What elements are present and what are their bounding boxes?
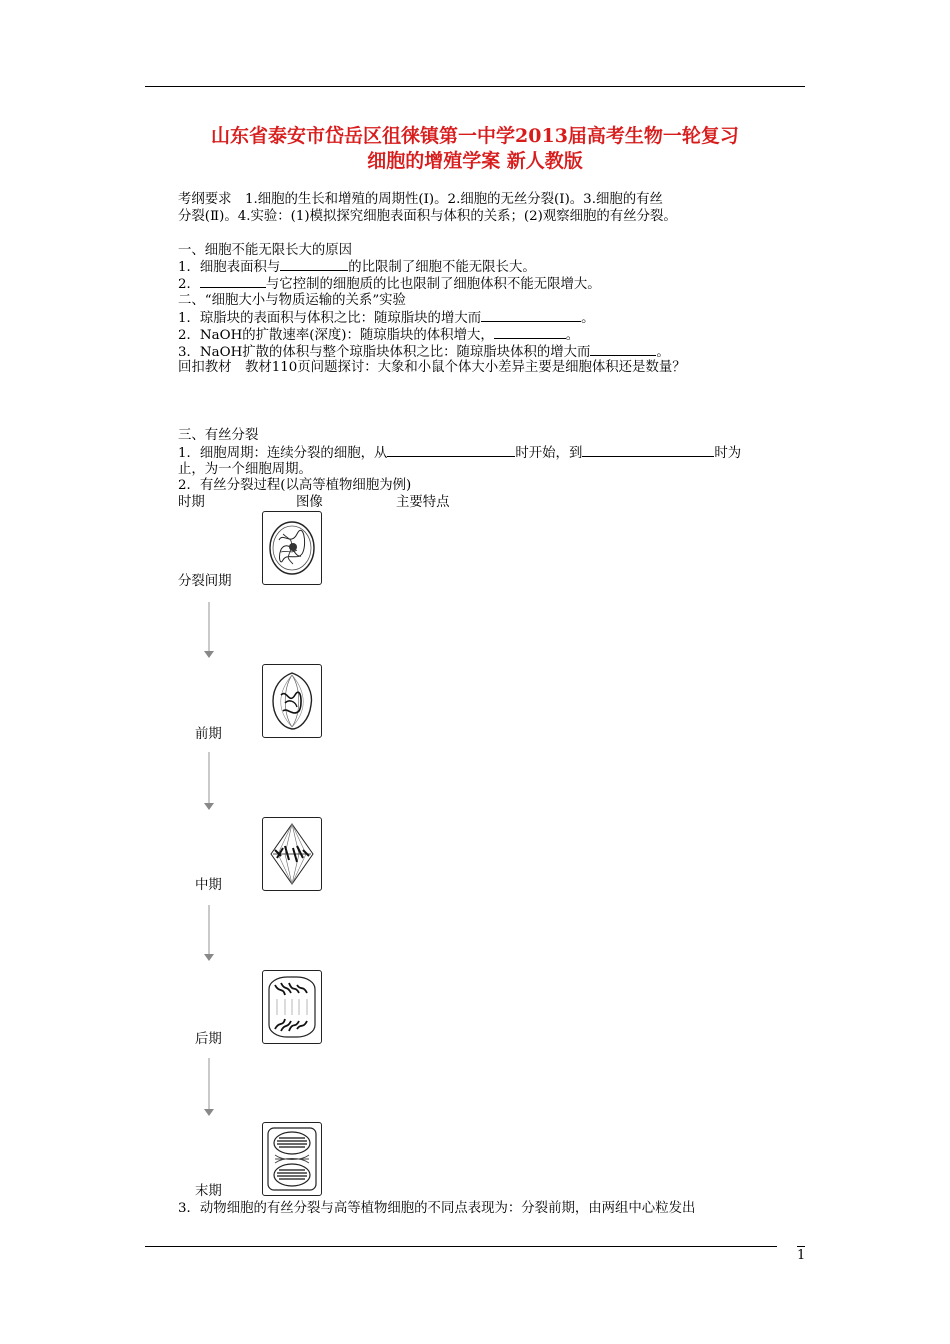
section1-item1: [178, 258, 536, 276]
section1-item2: [178, 275, 601, 293]
phase-label-telophase: 末期: [195, 1184, 222, 1199]
column-image: 图像: [296, 495, 323, 510]
fill-blank[interactable]: [280, 258, 348, 271]
section3-item1: [178, 444, 741, 462]
section3-item1-text-c: 时为: [714, 446, 742, 461]
section2-item2: [178, 326, 579, 344]
section3-item2: 2．有丝分裂过程(以高等植物细胞为例): [178, 478, 412, 493]
footer-rule-right: [797, 1246, 805, 1247]
section2-item1-text-b: 。: [581, 311, 595, 326]
fill-blank[interactable]: [582, 444, 714, 457]
section2-item3-text-b: 。: [656, 345, 670, 360]
phase-label-anaphase: 后期: [195, 1032, 222, 1047]
section3-item1-cont: 止，为一个细胞周期。: [178, 462, 312, 477]
document-title-line1: 山东省泰安市岱岳区徂徕镇第一中学2013届高考生物一轮复习: [211, 125, 739, 147]
down-arrow-icon: [203, 905, 215, 961]
interphase-cell-image: [262, 511, 322, 585]
fill-blank[interactable]: [494, 326, 566, 339]
fill-blank[interactable]: [200, 275, 266, 288]
down-arrow-icon: [203, 752, 215, 810]
column-period: 时期: [178, 495, 205, 510]
anaphase-cell-image: [262, 970, 322, 1044]
telophase-cell-image: [262, 1122, 322, 1196]
prophase-cell-image: [262, 664, 322, 738]
fill-blank[interactable]: [590, 343, 656, 356]
section2-item1-text-a: 1．琼脂块的表面积与体积之比：随琼脂块的增大而: [178, 311, 482, 326]
syllabus-line1: 考纲要求 1.细胞的生长和增殖的周期性(Ⅰ)。2.细胞的无丝分裂(Ⅰ)。3.细胞的有丝: [178, 192, 663, 207]
syllabus-line2: 分裂(Ⅱ)。4.实验：(1)模拟探究细胞表面积与体积的关系；(2)观察细胞的有丝分裂。: [178, 209, 677, 224]
section2-item2-text-b: 。: [565, 328, 580, 343]
section3-item1-text-b: 时开始，到: [515, 446, 583, 461]
metaphase-cell-image: [262, 817, 322, 891]
section2-heading: 二、“细胞大小与物质运输的关系”实验: [178, 293, 406, 308]
down-arrow-icon: [203, 1058, 215, 1116]
phase-label-prophase: 前期: [195, 727, 222, 742]
down-arrow-icon: [203, 602, 215, 658]
document-title-line2: 细胞的增殖学案 新人教版: [367, 150, 583, 172]
section1-heading: 一、细胞不能无限长大的原因: [178, 243, 353, 258]
section1-item2-text-b: 与它控制的细胞质的比也限制了细胞体积不能无限增大。: [265, 277, 601, 292]
section3-heading: 三、有丝分裂: [178, 428, 259, 443]
section3-item3: 3．动物细胞的有丝分裂与高等植物细胞的不同点表现为：分裂前期，由两组中心粒发出: [178, 1201, 696, 1216]
phase-label-metaphase: 中期: [195, 878, 222, 893]
fill-blank[interactable]: [481, 309, 581, 322]
fill-blank[interactable]: [387, 444, 515, 457]
section3-item1-text-a: 1．细胞周期：连续分裂的细胞，从: [178, 446, 388, 461]
section1-item2-text-a: 2．: [178, 277, 200, 292]
header-rule: [145, 86, 805, 87]
column-features: 主要特点: [396, 495, 450, 510]
section1-item1-text-b: 的比限制了细胞不能无限长大。: [348, 260, 536, 275]
phase-label-interphase: 分裂间期: [178, 574, 232, 589]
section2-item3-text-a: 3．NaOH扩散的体积与整个琼脂块体积之比：随琼脂块体积的增大而: [178, 345, 591, 360]
footer-rule: [145, 1246, 777, 1247]
textbook-review: 回扣教材 教材110页问题探讨：大象和小鼠个体大小差异主要是细胞体积还是数量？: [178, 360, 686, 375]
section2-item2-text-a: 2．NaOH的扩散速率(深度)：随琼脂块的体积增大，: [178, 328, 494, 343]
page-number: 1: [797, 1248, 806, 1263]
section1-item1-text-a: 1．细胞表面积与: [178, 260, 281, 275]
section2-item1: [178, 309, 595, 327]
